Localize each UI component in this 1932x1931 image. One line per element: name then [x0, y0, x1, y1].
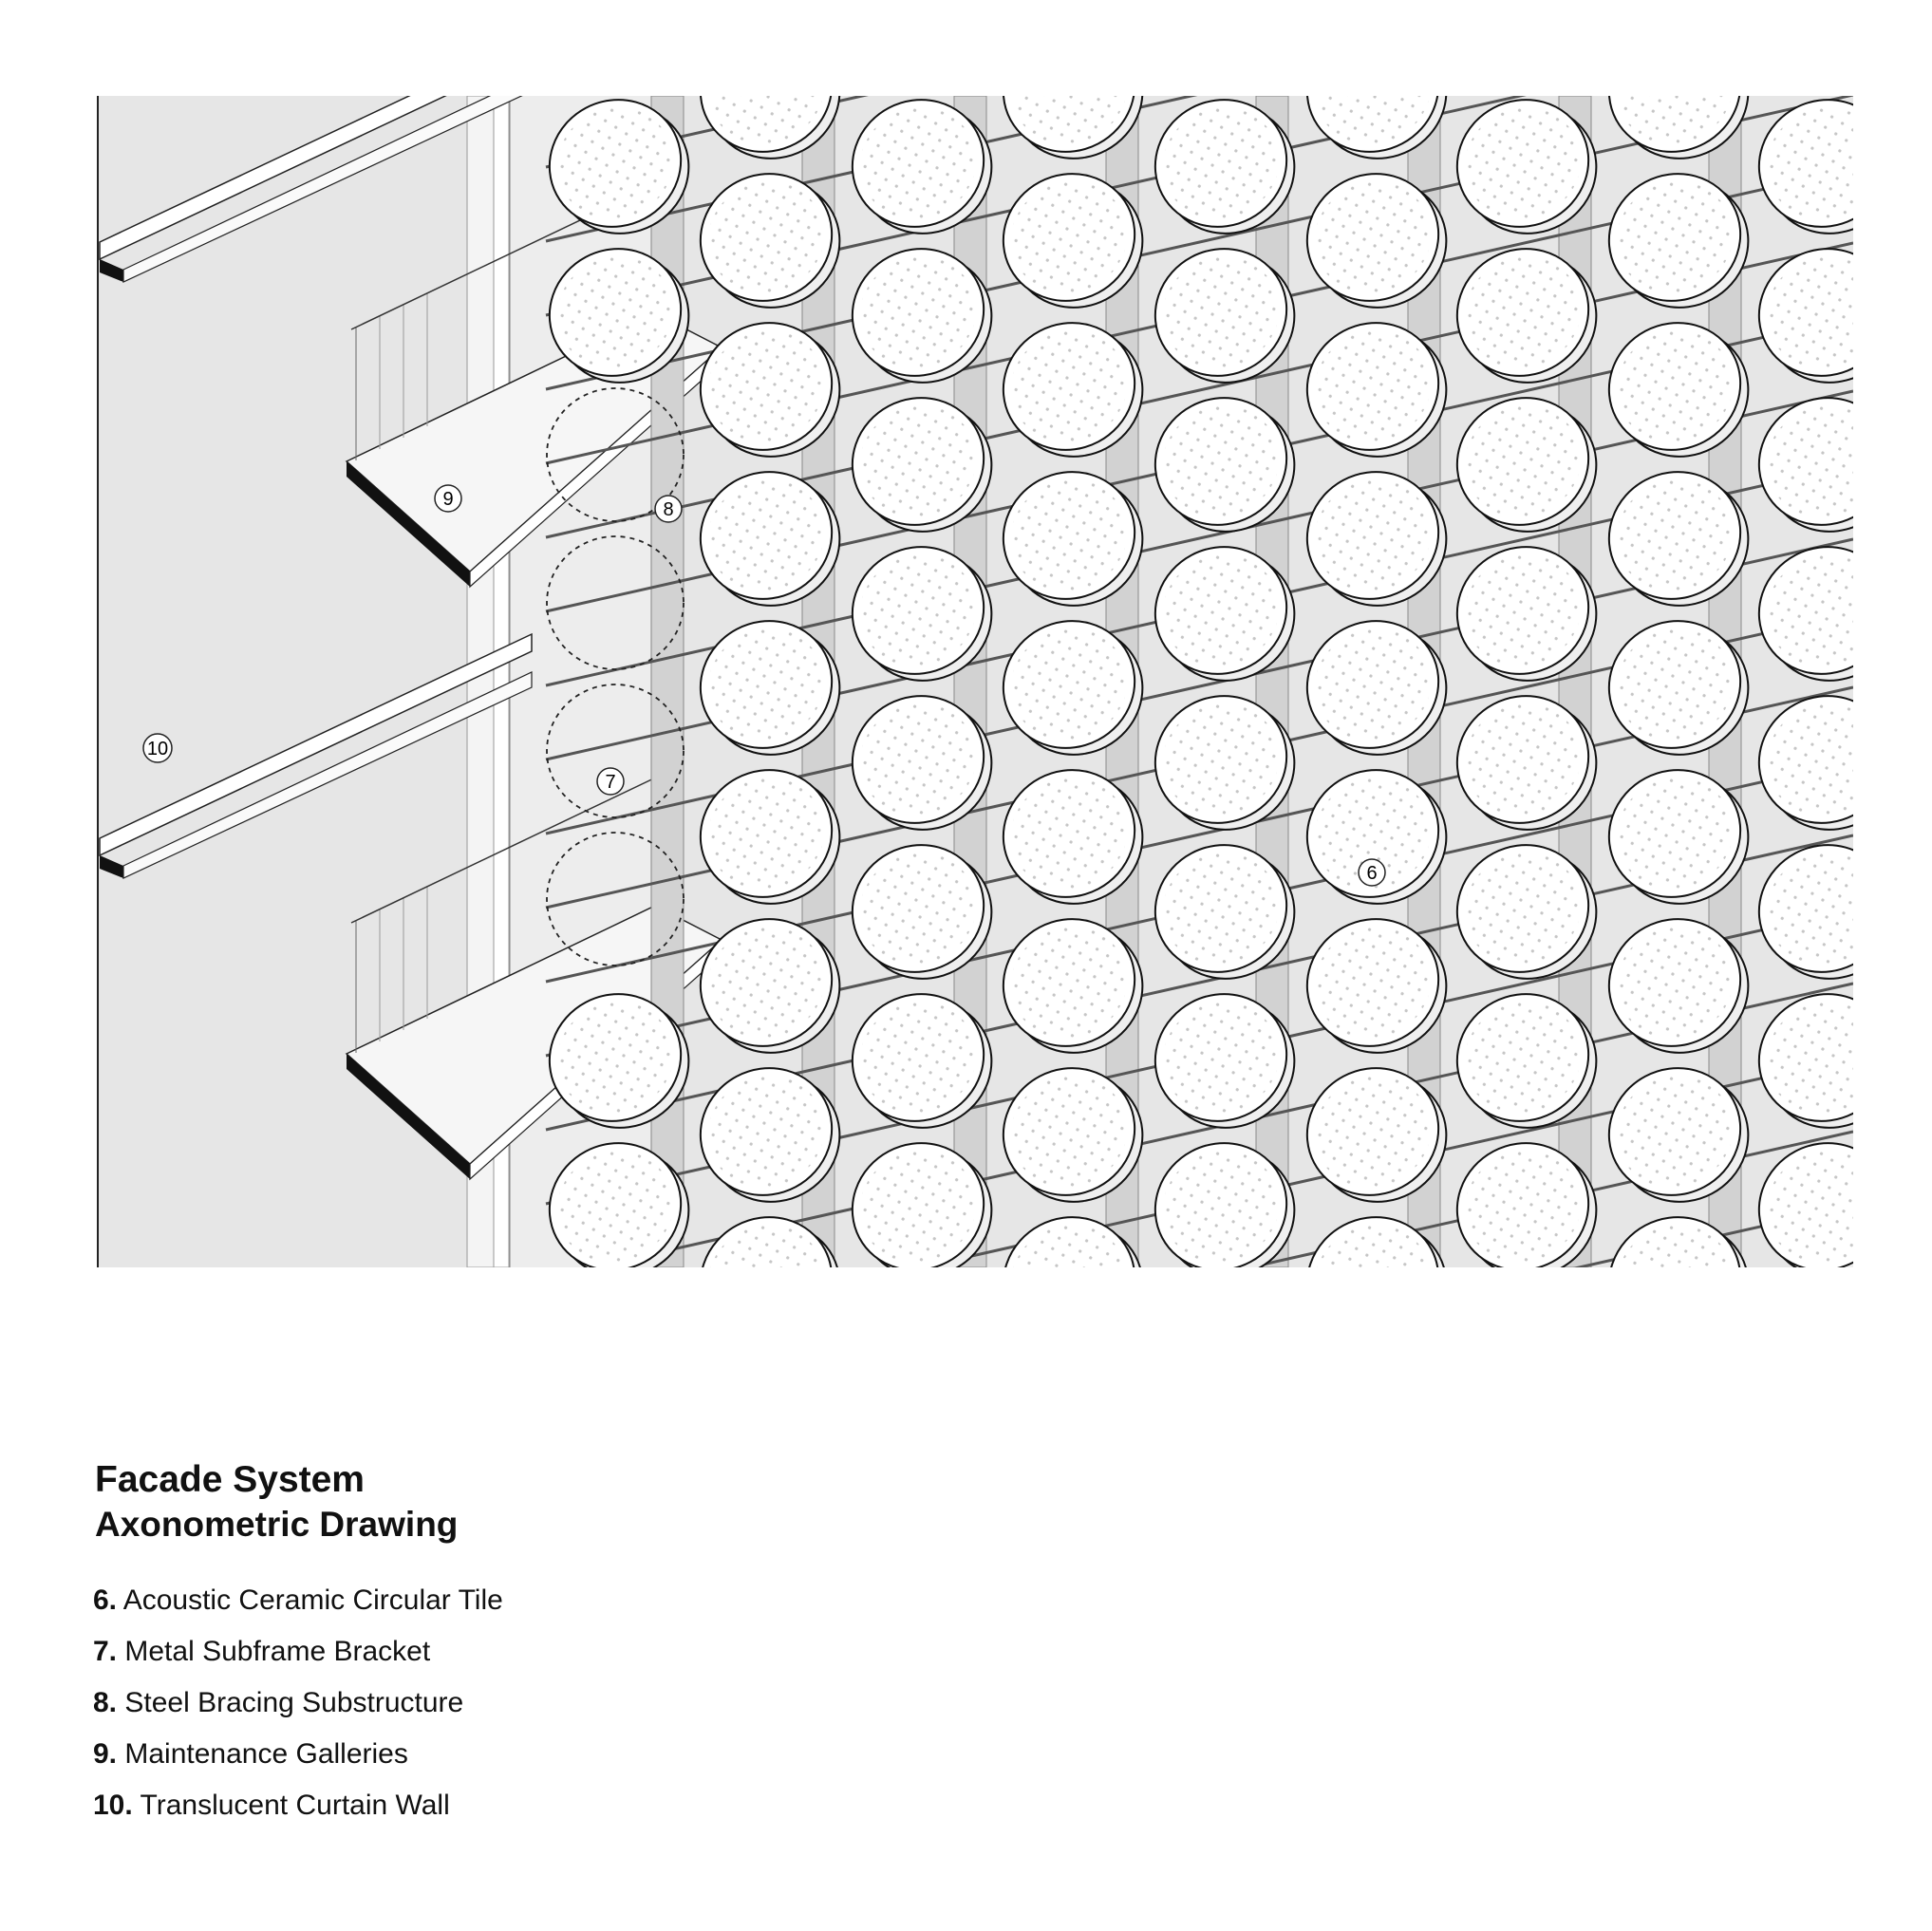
legend-number: 8. [93, 1687, 118, 1718]
legend-item [93, 1575, 503, 1626]
acoustic-tile [1435, 1267, 1619, 1451]
drawing-title: Facade System [95, 1459, 365, 1500]
acoustic-tile [1736, 1267, 1921, 1451]
acoustic-tile [1133, 0, 1317, 109]
acoustic-tile [981, 0, 1165, 34]
acoustic-tile [527, 1267, 711, 1451]
acoustic-tile [1586, 0, 1771, 34]
callout-6-label: 6 [1366, 863, 1378, 884]
legend-list [93, 1575, 503, 1831]
callout-7 [597, 768, 624, 795]
acoustic-tile [1435, 1416, 1619, 1600]
acoustic-tile [1285, 0, 1469, 34]
callout-8 [655, 496, 682, 522]
legend-number: 9. [93, 1738, 118, 1770]
legend-item [93, 1780, 503, 1831]
legend-number: 6. [93, 1584, 118, 1616]
legend-label: Translucent Curtain Wall [140, 1790, 450, 1821]
callout-10-label: 10 [146, 739, 169, 759]
legend-item [93, 1729, 503, 1780]
drawing-subtitle: Axonometric Drawing [95, 1505, 459, 1544]
legend-item [93, 1626, 503, 1678]
legend-label: Maintenance Galleries [124, 1738, 408, 1770]
legend-label: Metal Subframe Bracket [124, 1636, 431, 1667]
caption-block [95, 1457, 503, 1831]
acoustic-tile [1133, 1416, 1317, 1600]
acoustic-tile [527, 0, 711, 109]
legend-label: Acoustic Ceramic Circular Tile [122, 1584, 503, 1616]
subframe-rail [546, 0, 1853, 19]
acoustic-tile [1736, 0, 1921, 109]
acoustic-tile [1586, 1341, 1771, 1525]
legend-label: Steel Bracing Substructure [124, 1687, 464, 1718]
subframe-rail [546, 0, 1853, 93]
callout-9 [435, 485, 461, 512]
acoustic-tile [830, 1267, 1014, 1451]
callout-6 [1359, 859, 1385, 886]
acoustic-tile [1435, 0, 1619, 109]
acoustic-tile [527, 1416, 711, 1600]
acoustic-tile [981, 1341, 1165, 1525]
acoustic-tile [1285, 1341, 1469, 1525]
acoustic-tile [1133, 1267, 1317, 1451]
callout-7-label: 7 [605, 772, 616, 793]
acoustic-tile [830, 0, 1014, 109]
acoustic-tile [1736, 1416, 1921, 1600]
callout-8-label: 8 [663, 499, 674, 520]
acoustic-tile [830, 1416, 1014, 1600]
acoustic-tile [678, 1341, 862, 1525]
legend-item [93, 1678, 503, 1729]
acoustic-tile [678, 0, 862, 34]
callout-9-label: 9 [442, 489, 454, 510]
callout-10 [143, 734, 172, 762]
legend-number: 7. [93, 1636, 118, 1667]
legend-number: 10. [93, 1790, 133, 1821]
